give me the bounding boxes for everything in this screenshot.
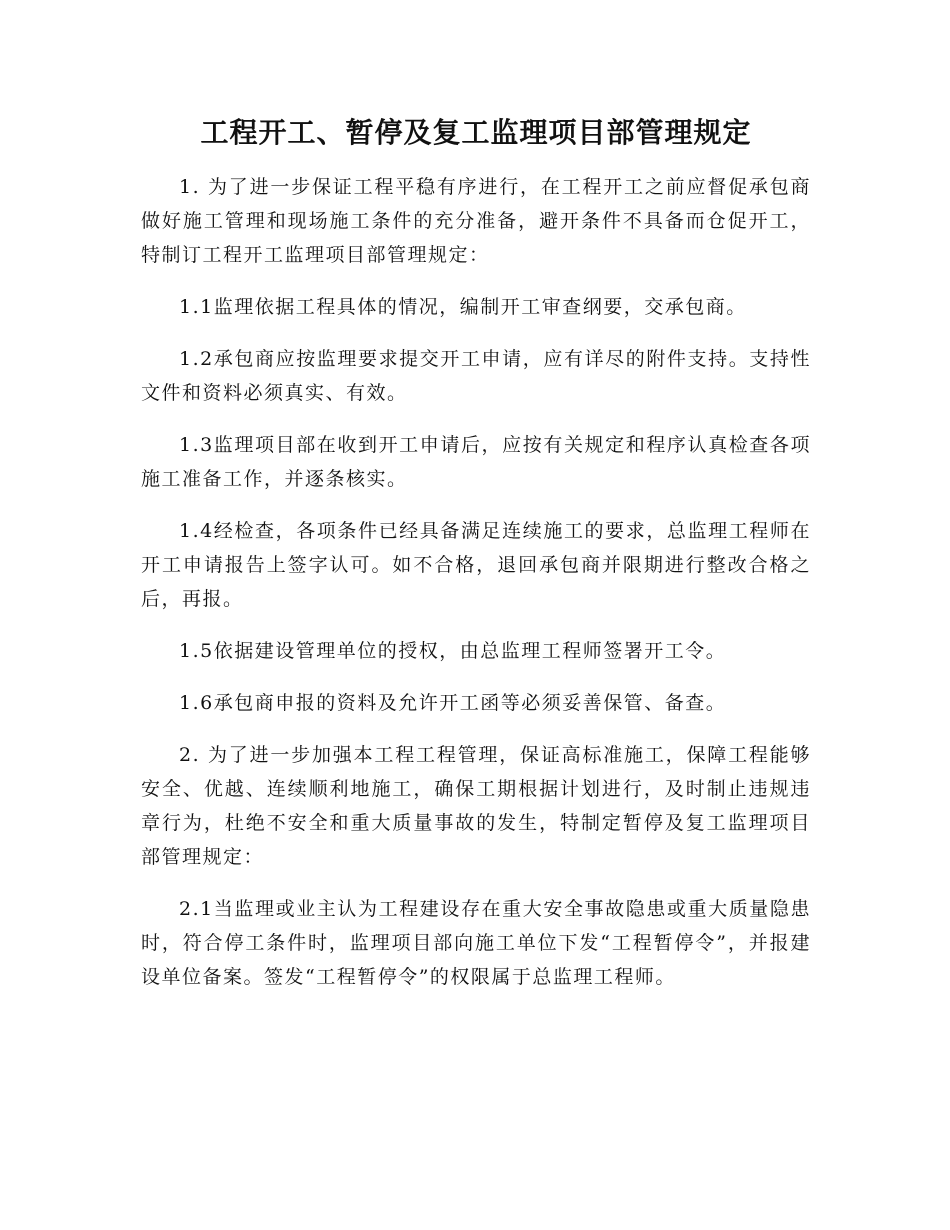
paragraph-1-3: 1.3监理项目部在收到开工申请后，应按有关规定和程序认真检查各项施工准备工作，并逐条核实。	[141, 434, 811, 490]
document-title: 工程开工、暂停及复工监理项目部管理规定	[200, 116, 752, 149]
paragraph-1-2: 1.2承包商应按监理要求提交开工申请，应有详尽的附件支持。支持性文件和资料必须真实、有效。	[141, 348, 811, 404]
paragraph-2-1: 2.1当监理或业主认为工程建设存在重大安全事故隐患或重大质量隐患时，符合停工条件时，监理项目部向施工单位下发“工程暂停令”，并报建设单位备案。签发“工程暂停令”的权限属于总监理工程师。	[141, 898, 811, 988]
paragraph-1: 1. 为了进一步保证工程平稳有序进行，在工程开工之前应督促承包商做好施工管理和现场施工条件的充分准备，避开条件不具备而仓促开工，特制订工程开工监理项目部管理规定：	[141, 176, 811, 266]
paragraph-2: 2. 为了进一步加强本工程工程管理，保证高标准施工，保障工程能够安全、优越、连续顺利地施工，确保工期根据计划进行，及时制止违规违章行为，杜绝不安全和重大质量事故的发生，特制定暂停及复工监理项目部管理规定：	[141, 744, 811, 868]
paragraph-1-6: 1.6承包商申报的资料及允许开工函等必须妥善保管、备查。	[179, 692, 727, 714]
paragraph-1-1: 1.1监理依据工程具体的情况，编制开工审查纲要，交承包商。	[179, 296, 747, 318]
paragraph-1-5: 1.5依据建设管理单位的授权，由总监理工程师签署开工令。	[179, 640, 727, 662]
paragraph-1-4: 1.4经检查，各项条件已经具备满足连续施工的要求，总监理工程师在开工申请报告上签字认可。如不合格，退回承包商并限期进行整改合格之后，再报。	[141, 520, 811, 610]
document-page	[141, 108, 811, 1012]
